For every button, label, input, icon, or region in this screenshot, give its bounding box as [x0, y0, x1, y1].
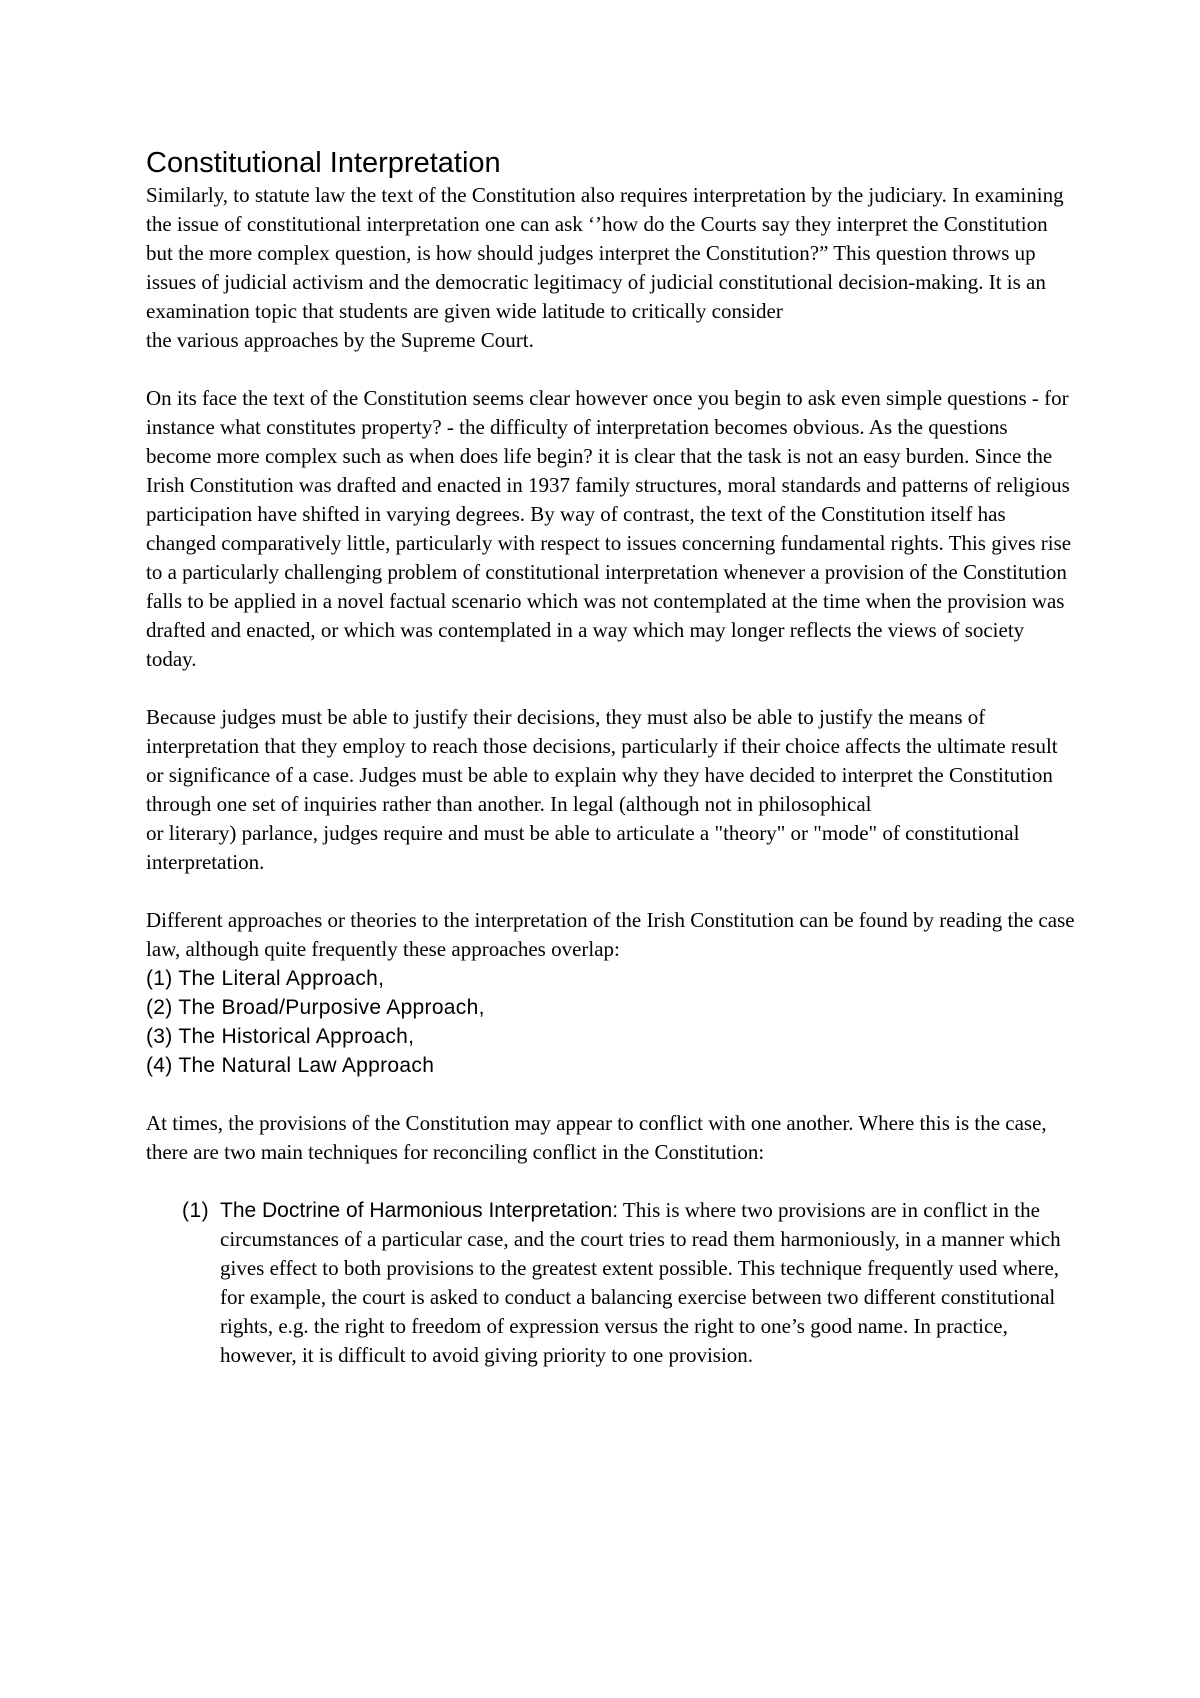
- techniques-list: [146, 1196, 1076, 1370]
- paragraph-intro: Similarly, to statute law the text of the Constitution also requires interpretation by the judiciary. In examining the issue of constitutional interpretation one can ask ‘’how do the Courts say they interpret the Constitution but the more complex question, is how should judges interpret the Constitution?” This question throws up issues of judicial activism and the democratic legitimacy of judicial constitutional decision-making. It is an examination topic that students are given wide latitude to critically consider the various approaches by the Supreme Court.: [146, 183, 1064, 352]
- paragraph-justification: Because judges must be able to justify their decisions, they must also be able to justify the means of interpretation that they employ to reach those decisions, particularly if their choice affects the ultimate result or significance of a case. Judges must be able to explain why they have decided to interpret the Constitution through one set of inquiries rather than another. In legal (although not in philosophical or literary) parlance, judges require and must be able to articulate a "theory" or "mode" of constitutional interpretation.: [146, 705, 1058, 874]
- conflict-intro: At times, the provisions of the Constitution may appear to conflict with one another. Where this is the case, there are two main techniques for reconciling conflict in the Constitution:: [146, 1111, 1047, 1164]
- approach-item-purposive: (2) The Broad/Purposive Approach,: [146, 996, 485, 1019]
- technique-body: [220, 1196, 1076, 1370]
- approach-item-literal: (1) The Literal Approach,: [146, 967, 385, 990]
- technique-item-harmonious: [182, 1196, 1076, 1370]
- technique-text: This is where two provisions are in conflict in the circumstances of a particular case, and the court tries to read them harmoniously, in a manner which gives effect to both provisions to the greatest extent possible. This technique frequently used where, for example, the court is asked to conduct a balancing exercise between two different constitutional rights, e.g. the right to freedom of expression versus the right to one’s good name. In practice, however, it is difficult to avoid giving priority to one provision.: [220, 1198, 1061, 1367]
- approaches-intro: Different approaches or theories to the interpretation of the Irish Constitution can be found by reading the case law, although quite frequently these approaches overlap:: [146, 908, 1075, 961]
- document-content: [146, 146, 1076, 1370]
- document-title: Constitutional Interpretation: [146, 147, 501, 179]
- approaches-list: [146, 964, 1076, 1080]
- technique-name: The Doctrine of Harmonious Interpretation:: [220, 1199, 619, 1222]
- paragraph-text-clarity: On its face the text of the Constitution seems clear however once you begin to ask even simple questions - for instance what constitutes property? - the difficulty of interpretation becomes obvious. As the questions become more complex such as when does life begin? it is clear that the task is not an easy burden. Since the Irish Constitution was drafted and enacted in 1937 family structures, moral standards and patterns of religious participation have shifted in varying degrees. By way of contrast, the text of the Constitution itself has changed comparatively little, particularly with respect to issues concerning fundamental rights. This gives rise to a particularly challenging problem of constitutional interpretation whenever a provision of the Constitution falls to be applied in a novel factual scenario which was not contemplated at the time when the provision was drafted and enacted, or which was contemplated in a way which may longer reflects the views of society today.: [146, 386, 1072, 671]
- approach-item-historical: (3) The Historical Approach,: [146, 1025, 415, 1048]
- technique-number: (1): [182, 1199, 210, 1222]
- approach-item-natural-law: (4) The Natural Law Approach: [146, 1054, 435, 1077]
